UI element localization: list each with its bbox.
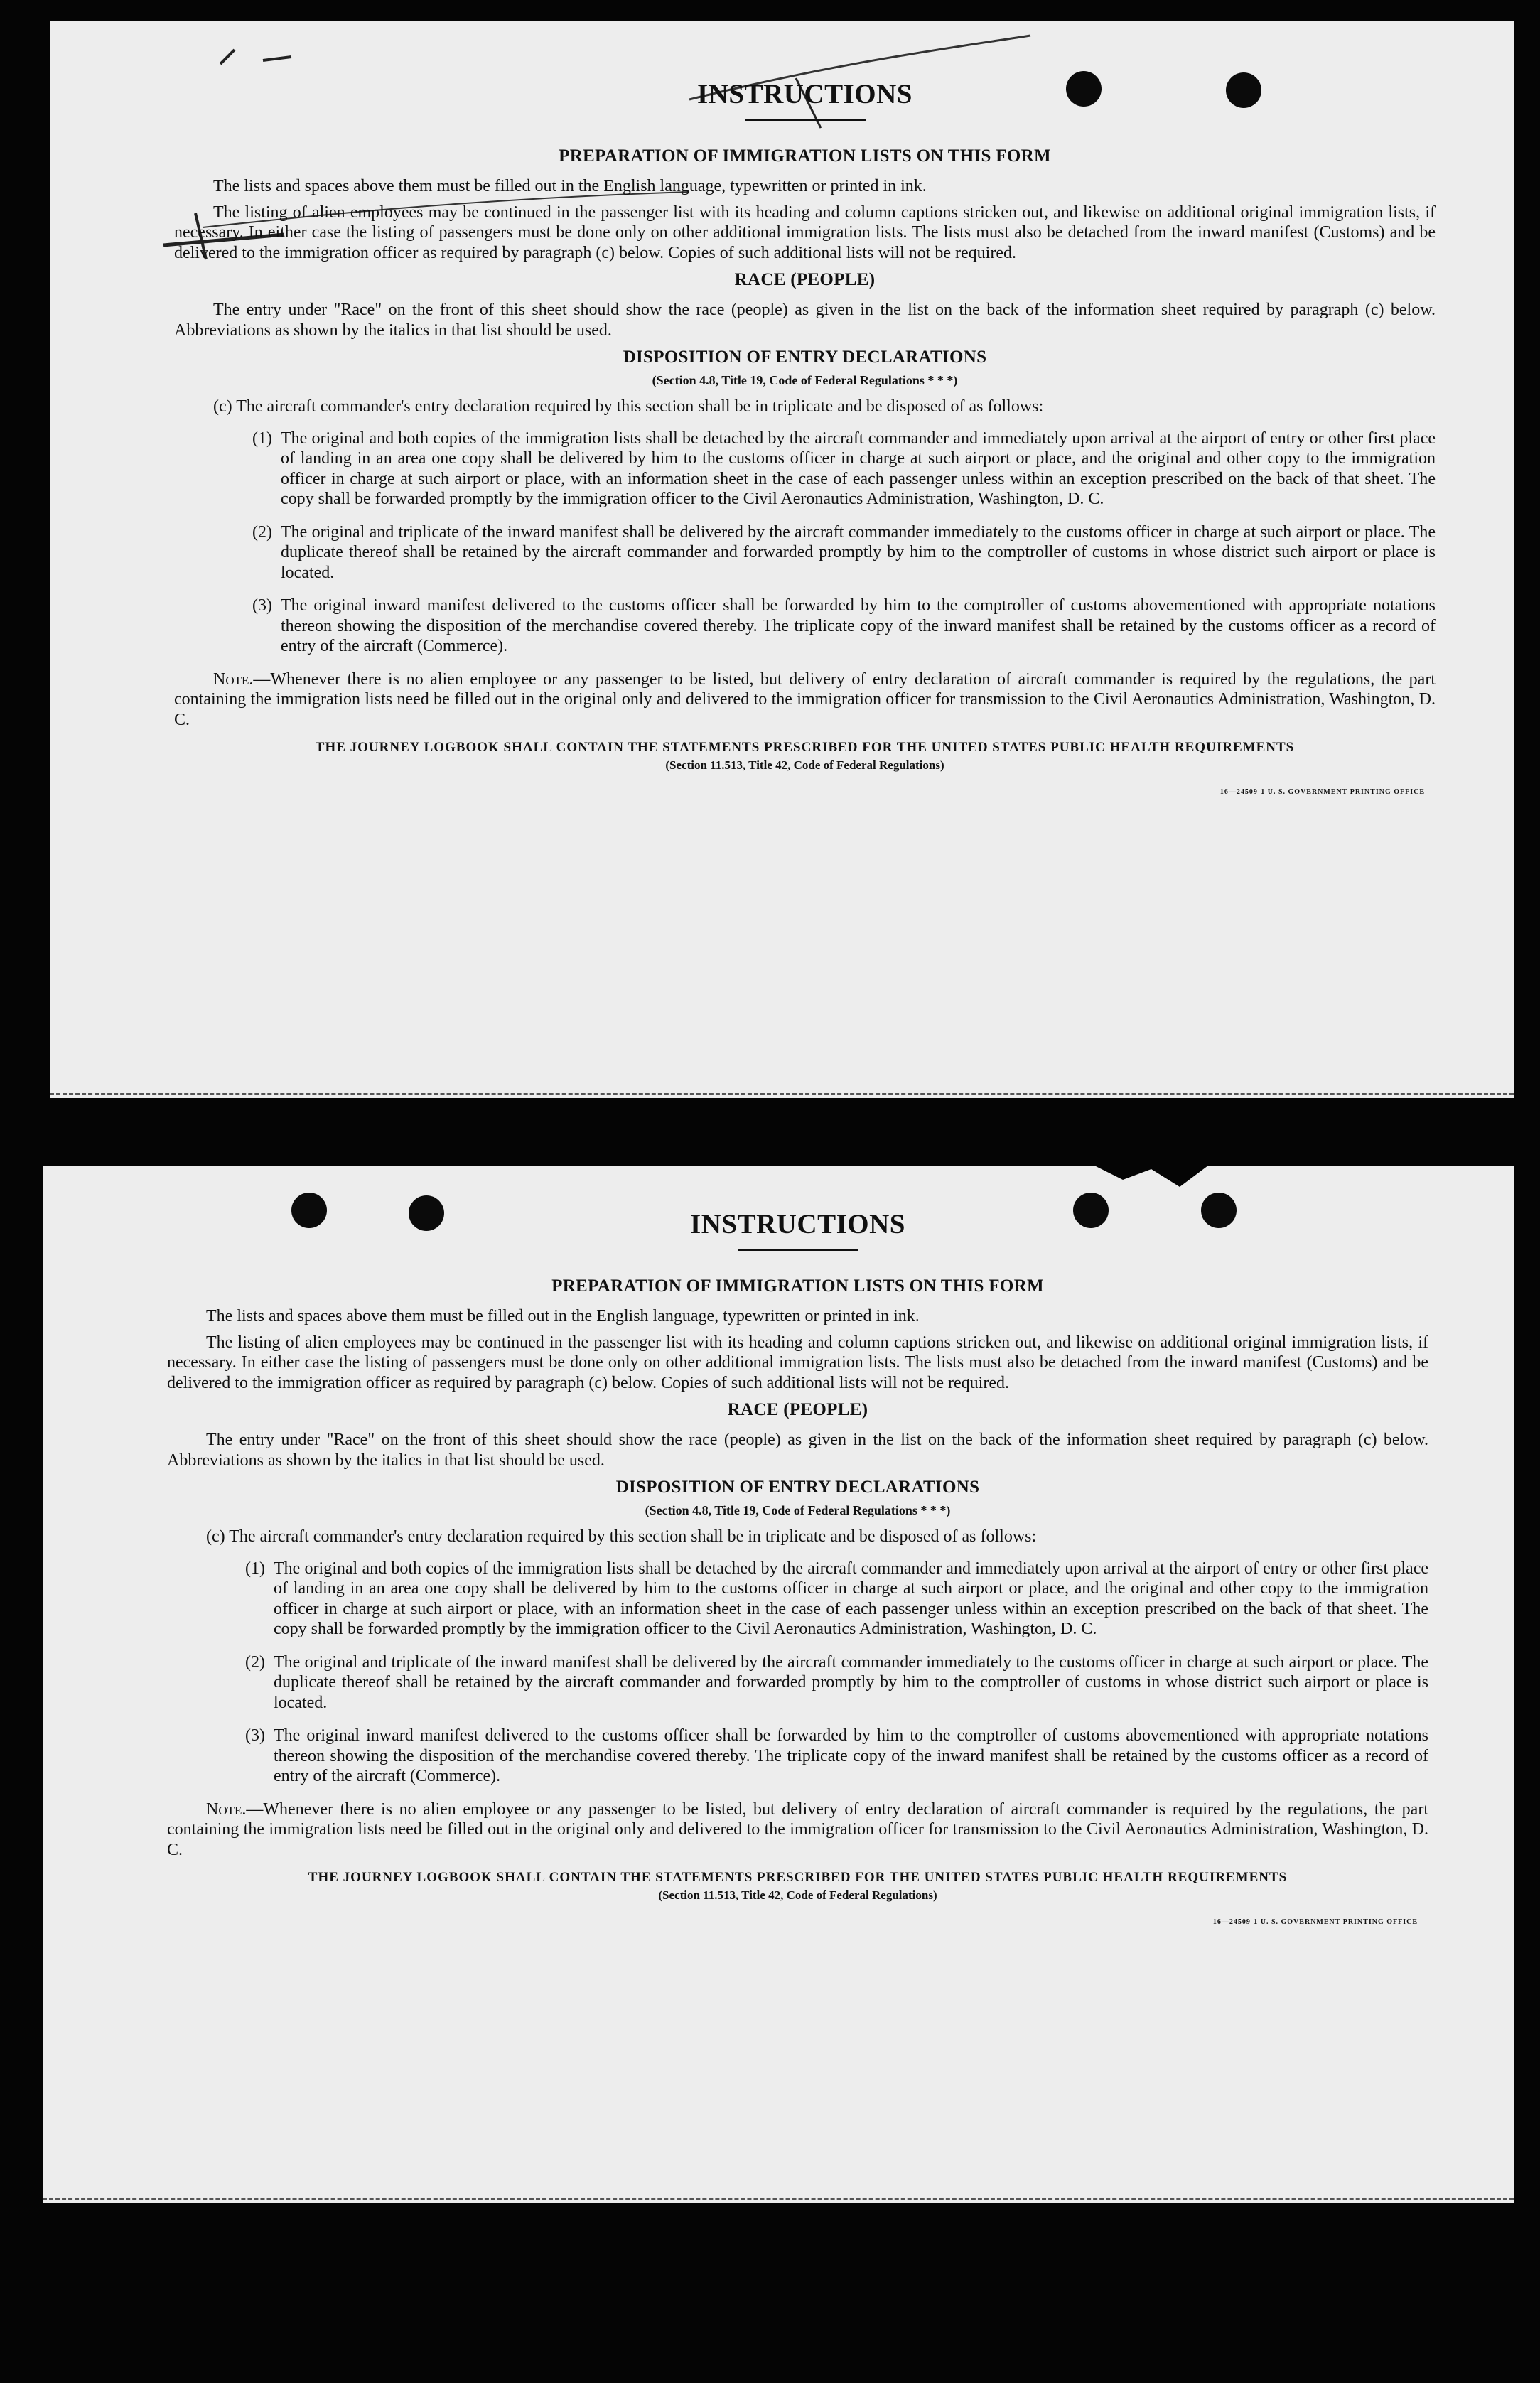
- list-number: (2): [252, 522, 272, 542]
- list-number: (2): [245, 1652, 265, 1672]
- document-title: INSTRUCTIONS: [697, 79, 912, 109]
- citation-title-42: (Section 11.513, Title 42, Code of Federal Regulations): [658, 1888, 937, 1902]
- list-number: (3): [245, 1726, 265, 1745]
- list-item: [174, 596, 1436, 657]
- note-text: —Whenever there is no alien employee or any passenger to be listed, but delivery of entry declaration of aircraft commander is required by the regulations, the part containing the immigration lists need be filled out in the original only and delivered to the immigration officer for transmission to the Civil Aeronautics Administration, Washington, D. C.: [174, 669, 1436, 729]
- section-heading-preparation: PREPARATION OF IMMIGRATION LISTS ON THIS FORM: [551, 1276, 1044, 1296]
- paragraph-english-language: The lists and spaces above them must be filled out in the English language, typewritten or printed in ink.: [206, 1307, 920, 1325]
- list-text: The original inward manifest delivered to the customs officer shall be forwarded by him to the comptroller of customs abovementioned with appropriate notations thereon showing the disposition of the merchandise covered thereby. The triplicate copy of the inward manifest shall be retained by the customs officer as a record of entry of the aircraft (Commerce).: [281, 596, 1436, 655]
- note-text: —Whenever there is no alien employee or any passenger to be listed, but delivery of entry declaration of aircraft commander is required by the regulations, the part containing the immigration lists need be filled out in the original only and delivered to the immigration officer for transmission to the Civil Aeronautics Administration, Washington, D. C.: [167, 1800, 1428, 1859]
- list-item: [167, 1726, 1428, 1787]
- list-item: [167, 1559, 1428, 1640]
- list-text: The original and both copies of the immigration lists shall be detached by the aircraft commander and immediately upon arrival at the airport of entry or other first place of landing in an area one copy shall be delivered by him to the customs officer in charge at such airport or place, and the original and other copy to the immigration officer in charge at such airport or place, with an information sheet in the case of each passenger unless within an exception prescribed on the back of that sheet. The copy shall be forwarded promptly by the immigration officer to the Civil Aeronautics Administration, Washington, D. C.: [281, 429, 1436, 508]
- paragraph-race: The entry under "Race" on the front of this sheet should show the race (people) as given in the list on the back of the information sheet required by paragraph (c) below. Abbreviations as shown by the italics in that list should be used.: [167, 1431, 1428, 1470]
- note-label: Note.: [213, 669, 254, 689]
- section-heading-disposition: DISPOSITION OF ENTRY DECLARATIONS: [623, 348, 987, 367]
- list-number: (3): [252, 596, 272, 615]
- citation-title-42: (Section 11.513, Title 42, Code of Federal Regulations): [665, 758, 944, 772]
- list-text: The original and triplicate of the inward manifest shall be delivered by the aircraft commander immediately to the customs officer in charge at such airport or place. The duplicate thereof shall be retained by the aircraft commander and forwarded promptly by him to the comptroller of customs in whose district such airport or place is located.: [274, 1652, 1428, 1712]
- list-text: The original and both copies of the immigration lists shall be detached by the aircraft commander and immediately upon arrival at the airport of entry or other first place of landing in an area one copy shall be delivered by him to the customs officer in charge at such airport or place, and the original and other copy to the immigration officer in charge at such airport or place, with an information sheet in the case of each passenger unless within an exception prescribed on the back of that sheet. The copy shall be forwarded promptly by the immigration officer to the Civil Aeronautics Administration, Washington, D. C.: [274, 1559, 1428, 1638]
- title-rule: [745, 119, 866, 121]
- paragraph-english-language: The lists and spaces above them must be filled out in the English language, typewritten or printed in ink.: [213, 177, 927, 195]
- list-number: (1): [252, 429, 272, 448]
- note-label: Note.: [206, 1800, 247, 1819]
- citation-title-19: (Section 4.8, Title 19, Code of Federal Regulations * * *): [645, 1503, 951, 1517]
- instruction-sheet-top: [50, 21, 1514, 1098]
- section-heading-disposition: DISPOSITION OF ENTRY DECLARATIONS: [615, 1478, 980, 1497]
- section-heading-race: RACE (PEOPLE): [734, 270, 876, 289]
- instruction-sheet-bottom: [43, 1166, 1514, 2203]
- section-heading-preparation: PREPARATION OF IMMIGRATION LISTS ON THIS FORM: [559, 146, 1051, 166]
- section-heading-race: RACE (PEOPLE): [727, 1400, 868, 1419]
- paragraph-c: (c) The aircraft commander's entry declaration required by this section shall be in triplicate and be disposed of as follows:: [206, 1527, 1037, 1546]
- sheet-body: [174, 78, 1436, 796]
- list-item: [174, 429, 1436, 510]
- document-title: INSTRUCTIONS: [690, 1209, 905, 1239]
- torn-edge-marks: [43, 1166, 1514, 1208]
- journey-logbook-statement: THE JOURNEY LOGBOOK SHALL CONTAIN THE STATEMENTS PRESCRIBED FOR THE UNITED STATES PUBLIC HEALTH REQUIREMENTS: [308, 1870, 1288, 1885]
- perforation-line: [43, 2198, 1514, 2200]
- list-text: The original inward manifest delivered to the customs officer shall be forwarded by him to the comptroller of customs abovementioned with appropriate notations thereon showing the disposition of the merchandise covered thereby. The triplicate copy of the inward manifest shall be retained by the customs officer as a record of entry of the aircraft (Commerce).: [274, 1726, 1428, 1785]
- paragraph-c: (c) The aircraft commander's entry declaration required by this section shall be in triplicate and be disposed of as follows:: [213, 397, 1044, 416]
- citation-title-19: (Section 4.8, Title 19, Code of Federal Regulations * * *): [652, 373, 958, 387]
- paragraph-alien-employees: The listing of alien employees may be continued in the passenger list with its heading and column captions stricken out, and likewise on additional original immigration lists, if necessary. In either case the listing of passengers must be done only on other additional immigration lists. The lists must also be detached from the inward manifest (Customs) and be delivered to the immigration officer as required by paragraph (c) below. Copies of such additional lists will not be required.: [167, 1333, 1428, 1392]
- journey-logbook-statement: THE JOURNEY LOGBOOK SHALL CONTAIN THE STATEMENTS PRESCRIBED FOR THE UNITED STATES PUBLIC HEALTH REQUIREMENTS: [315, 740, 1295, 755]
- list-number: (1): [245, 1559, 265, 1578]
- paragraph-alien-employees: The listing of alien employees may be continued in the passenger list with its heading and column captions stricken out, and likewise on additional original immigration lists, if necessary. In either case the listing of passengers must be done only on other additional immigration lists. The lists must also be detached from the inward manifest (Customs) and be delivered to the immigration officer as required by paragraph (c) below. Copies of such additional lists will not be required.: [174, 203, 1436, 262]
- printing-office-mark: 16—24509-1 U. S. GOVERNMENT PRINTING OFFICE: [1212, 1918, 1418, 1926]
- printing-office-mark: 16—24509-1 U. S. GOVERNMENT PRINTING OFFICE: [1219, 788, 1425, 796]
- list-text: The original and triplicate of the inward manifest shall be delivered by the aircraft commander immediately to the customs officer in charge at such airport or place. The duplicate thereof shall be retained by the aircraft commander and forwarded promptly by him to the comptroller of customs in whose district such airport or place is located.: [281, 522, 1436, 582]
- perforation-line: [50, 1093, 1514, 1095]
- note-paragraph: [167, 1800, 1428, 1861]
- list-item: [167, 1652, 1428, 1714]
- list-item: [174, 522, 1436, 583]
- paragraph-race: The entry under "Race" on the front of this sheet should show the race (people) as given in the list on the back of the information sheet required by paragraph (c) below. Abbreviations as shown by the italics in that list should be used.: [174, 301, 1436, 340]
- title-rule: [738, 1249, 858, 1251]
- sheet-body: [167, 1208, 1428, 1926]
- note-paragraph: [174, 669, 1436, 731]
